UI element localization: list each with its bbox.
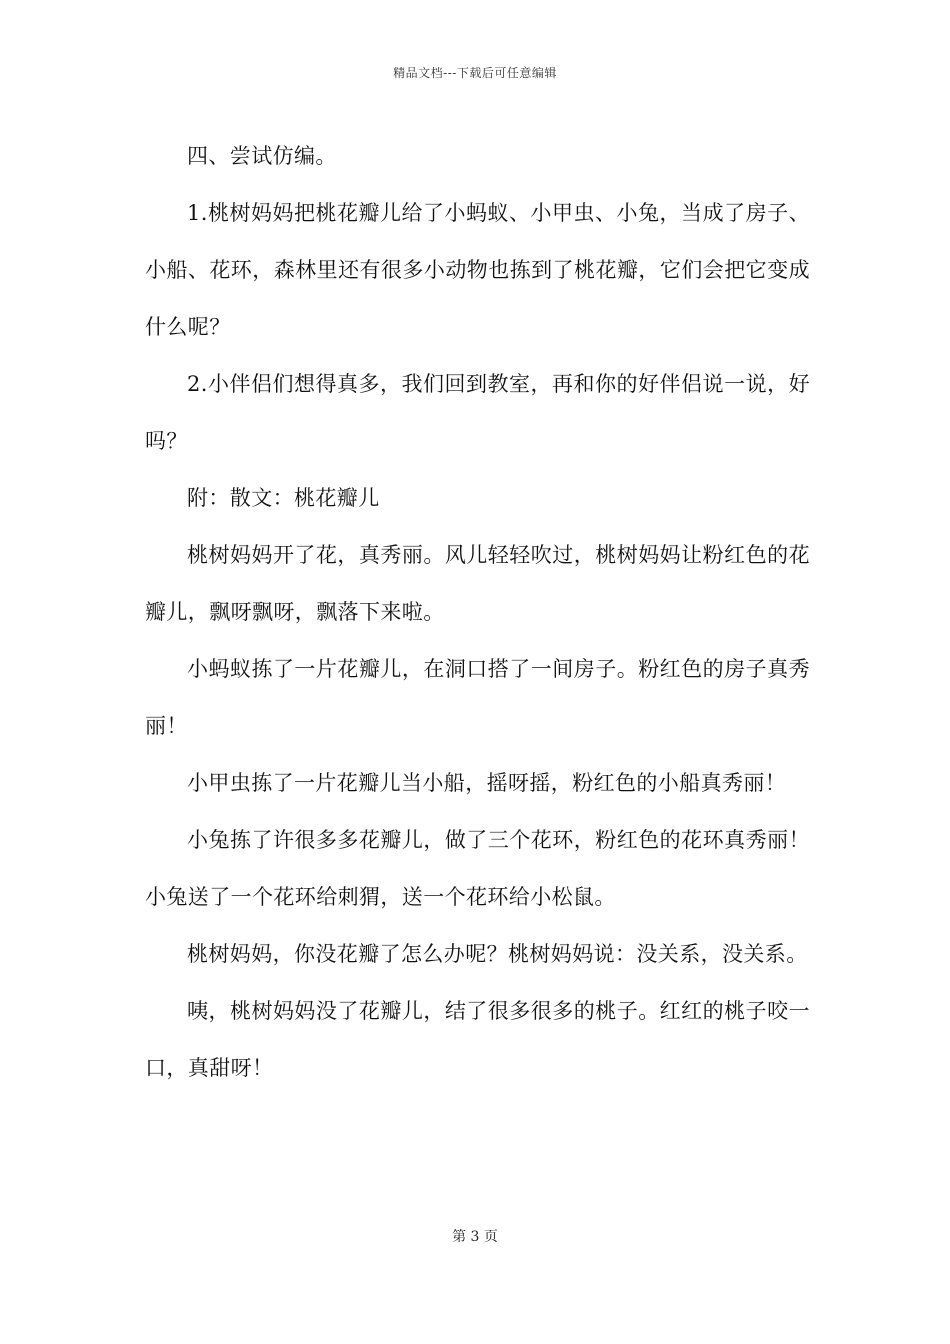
essay-paragraph: 小蚂蚁拣了一片花瓣儿，在洞口搭了一间房子。粉红色的房子真秀丽！ (145, 657, 810, 738)
paragraph-item-1: 1.桃树妈妈把桃花瓣儿给了小蚂蚁、小甲虫、小兔，当成了房子、小船、花环，森林里还有很多小动物也拣到了桃花瓣，它们会把它变成什么呢？ (145, 201, 810, 339)
page-number: 第 3 页 (452, 1229, 498, 1245)
paragraph-item-2: 2.小伴侣们想得真多，我们回到教室，再和你的好伴侣说一说，好吗？ (145, 372, 810, 453)
essay-paragraph: 桃树妈妈，你没花瓣了怎么办呢？桃树妈妈说：没关系，没关系。 (187, 942, 808, 966)
section-heading-try-imitation: 四、尝试仿编。 (187, 144, 337, 168)
essay-paragraph: 小兔拣了许很多多花瓣儿，做了三个花环，粉红色的花环真秀丽！小兔送了一个花环给刺猬，送一个花环给小松鼠。 (145, 828, 810, 909)
essay-paragraph: 桃树妈妈开了花，真秀丽。风儿轻轻吹过，桃树妈妈让粉红色的花瓣儿，飘呀飘呀，飘落下来啦。 (145, 543, 810, 624)
page-header: 精品文档---下载后可任意编辑 (393, 66, 557, 80)
essay-paragraph: 咦，桃树妈妈没了花瓣儿，结了很多很多的桃子。红红的桃子咬一口，真甜呀！ (145, 999, 810, 1080)
appendix-title: 附：散文：桃花瓣儿 (187, 486, 380, 510)
essay-paragraph: 小甲虫拣了一片花瓣儿当小船，摇呀摇，粉红色的小船真秀丽！ (187, 771, 787, 795)
document-body (145, 128, 810, 1097)
